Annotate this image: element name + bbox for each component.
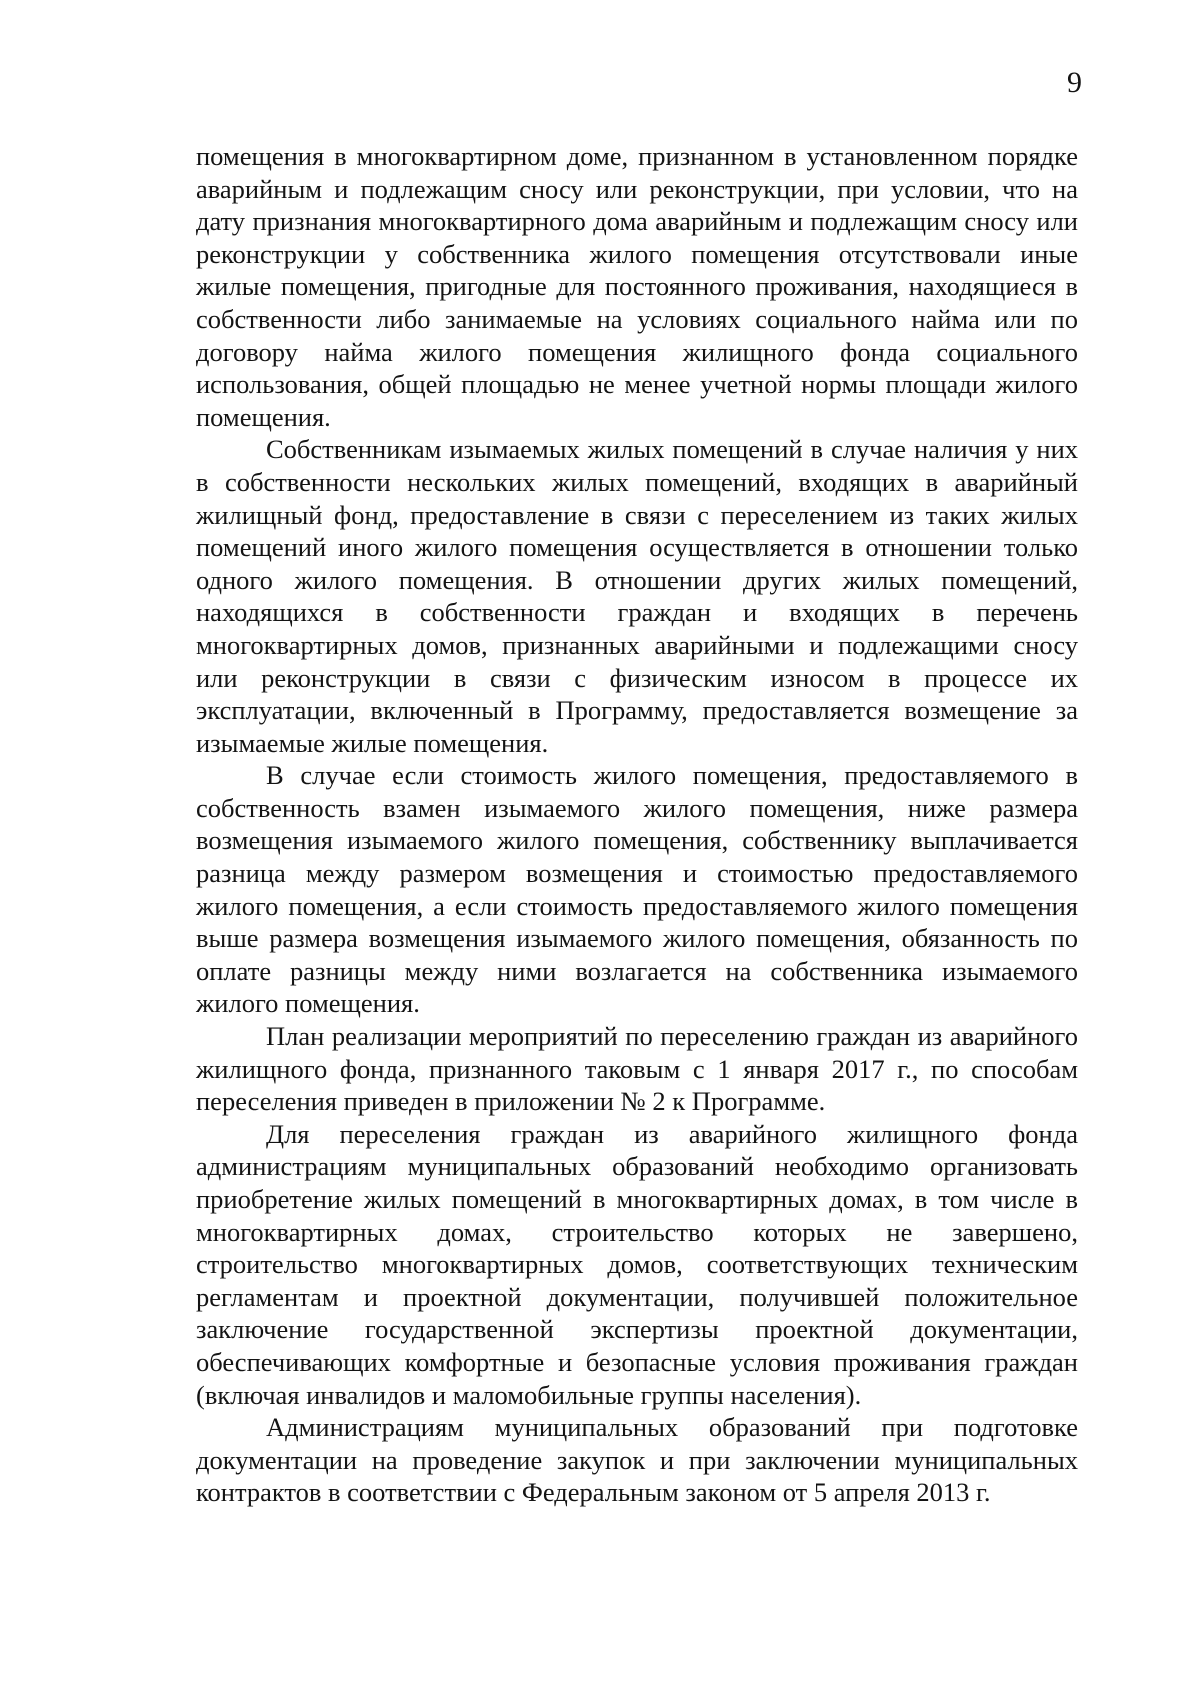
page-number: 9 [1067, 66, 1082, 99]
paragraph-procurement: Администрациям муниципальных образований при подготовке документации на проведение закупок и при заключении муниципальных контрактов в соответствии с Федеральным законом от 5 апреля 2013 г. [196, 1412, 1078, 1508]
paragraph-cost-difference: В случае если стоимость жилого помещения, предоставляемого в собственность взамен изымаемого жилого помещения, ниже размера возмещения изымаемого жилого помещения, собственнику выплачивается разница между размером возмещения и стоимостью предоставляемого жилого помещения, а если стоимость предоставляемого жилого помещения выше размера возмещения изымаемого жилого помещения, обязанность по оплате разницы между ними возлагается на собственника изымаемого жилого помещения. [196, 760, 1078, 1019]
paragraph-resettlement-organization: Для переселения граждан из аварийного жилищного фонда администрациям муниципальных образований необходимо организовать приобретение жилых помещений в многоквартирных домах, в том числе в многоквартирных домах, строительство которых не завершено, строительство многоквартирных домов, соответствующих техническим регламентам и проектной документации, получившей положительное заключение государственной экспертизы проектной документации, обеспечивающих комфортные и безопасные условия проживания граждан (включая инвалидов и маломобильные группы населения). [196, 1118, 1078, 1410]
paragraph-implementation-plan: План реализации мероприятий по переселению граждан из аварийного жилищного фонда, признанного таковым с 1 января 2017 г., по способам переселения приведен в приложении № 2 к Программе. [196, 1021, 1078, 1117]
paragraph-owners-multiple-dwellings: Собственникам изымаемых жилых помещений в случае наличия у них в собственности нескольких жилых помещений, входящих в аварийный жилищный фонд, предоставление в связи с переселением из таких жилых помещений иного жилого помещения осуществляется в отношении только одного жилого помещения. В отношении других жилых помещений, находящихся в собственности граждан и входящих в перечень многоквартирных домов, признанных аварийными и подлежащими сносу или реконструкции в связи с физическим износом в процессе их эксплуатации, включенный в Программу, предоставляется возмещение за изымаемые жилые помещения. [196, 434, 1078, 758]
paragraph-continuation: помещения в многоквартирном доме, признанном в установленном порядке аварийным и подлежащим сносу или реконструкции, при условии, что на дату признания многоквартирного дома аварийным и подлежащим сносу или реконструкции у собственника жилого помещения отсутствовали иные жилые помещения, пригодные для постоянного проживания, находящиеся в собственности либо занимаемые на условиях социального найма или по договору найма жилого помещения жилищного фонда социального использования, общей площадью не менее учетной нормы площади жилого помещения. [196, 141, 1078, 432]
body-text [196, 140, 1078, 1509]
